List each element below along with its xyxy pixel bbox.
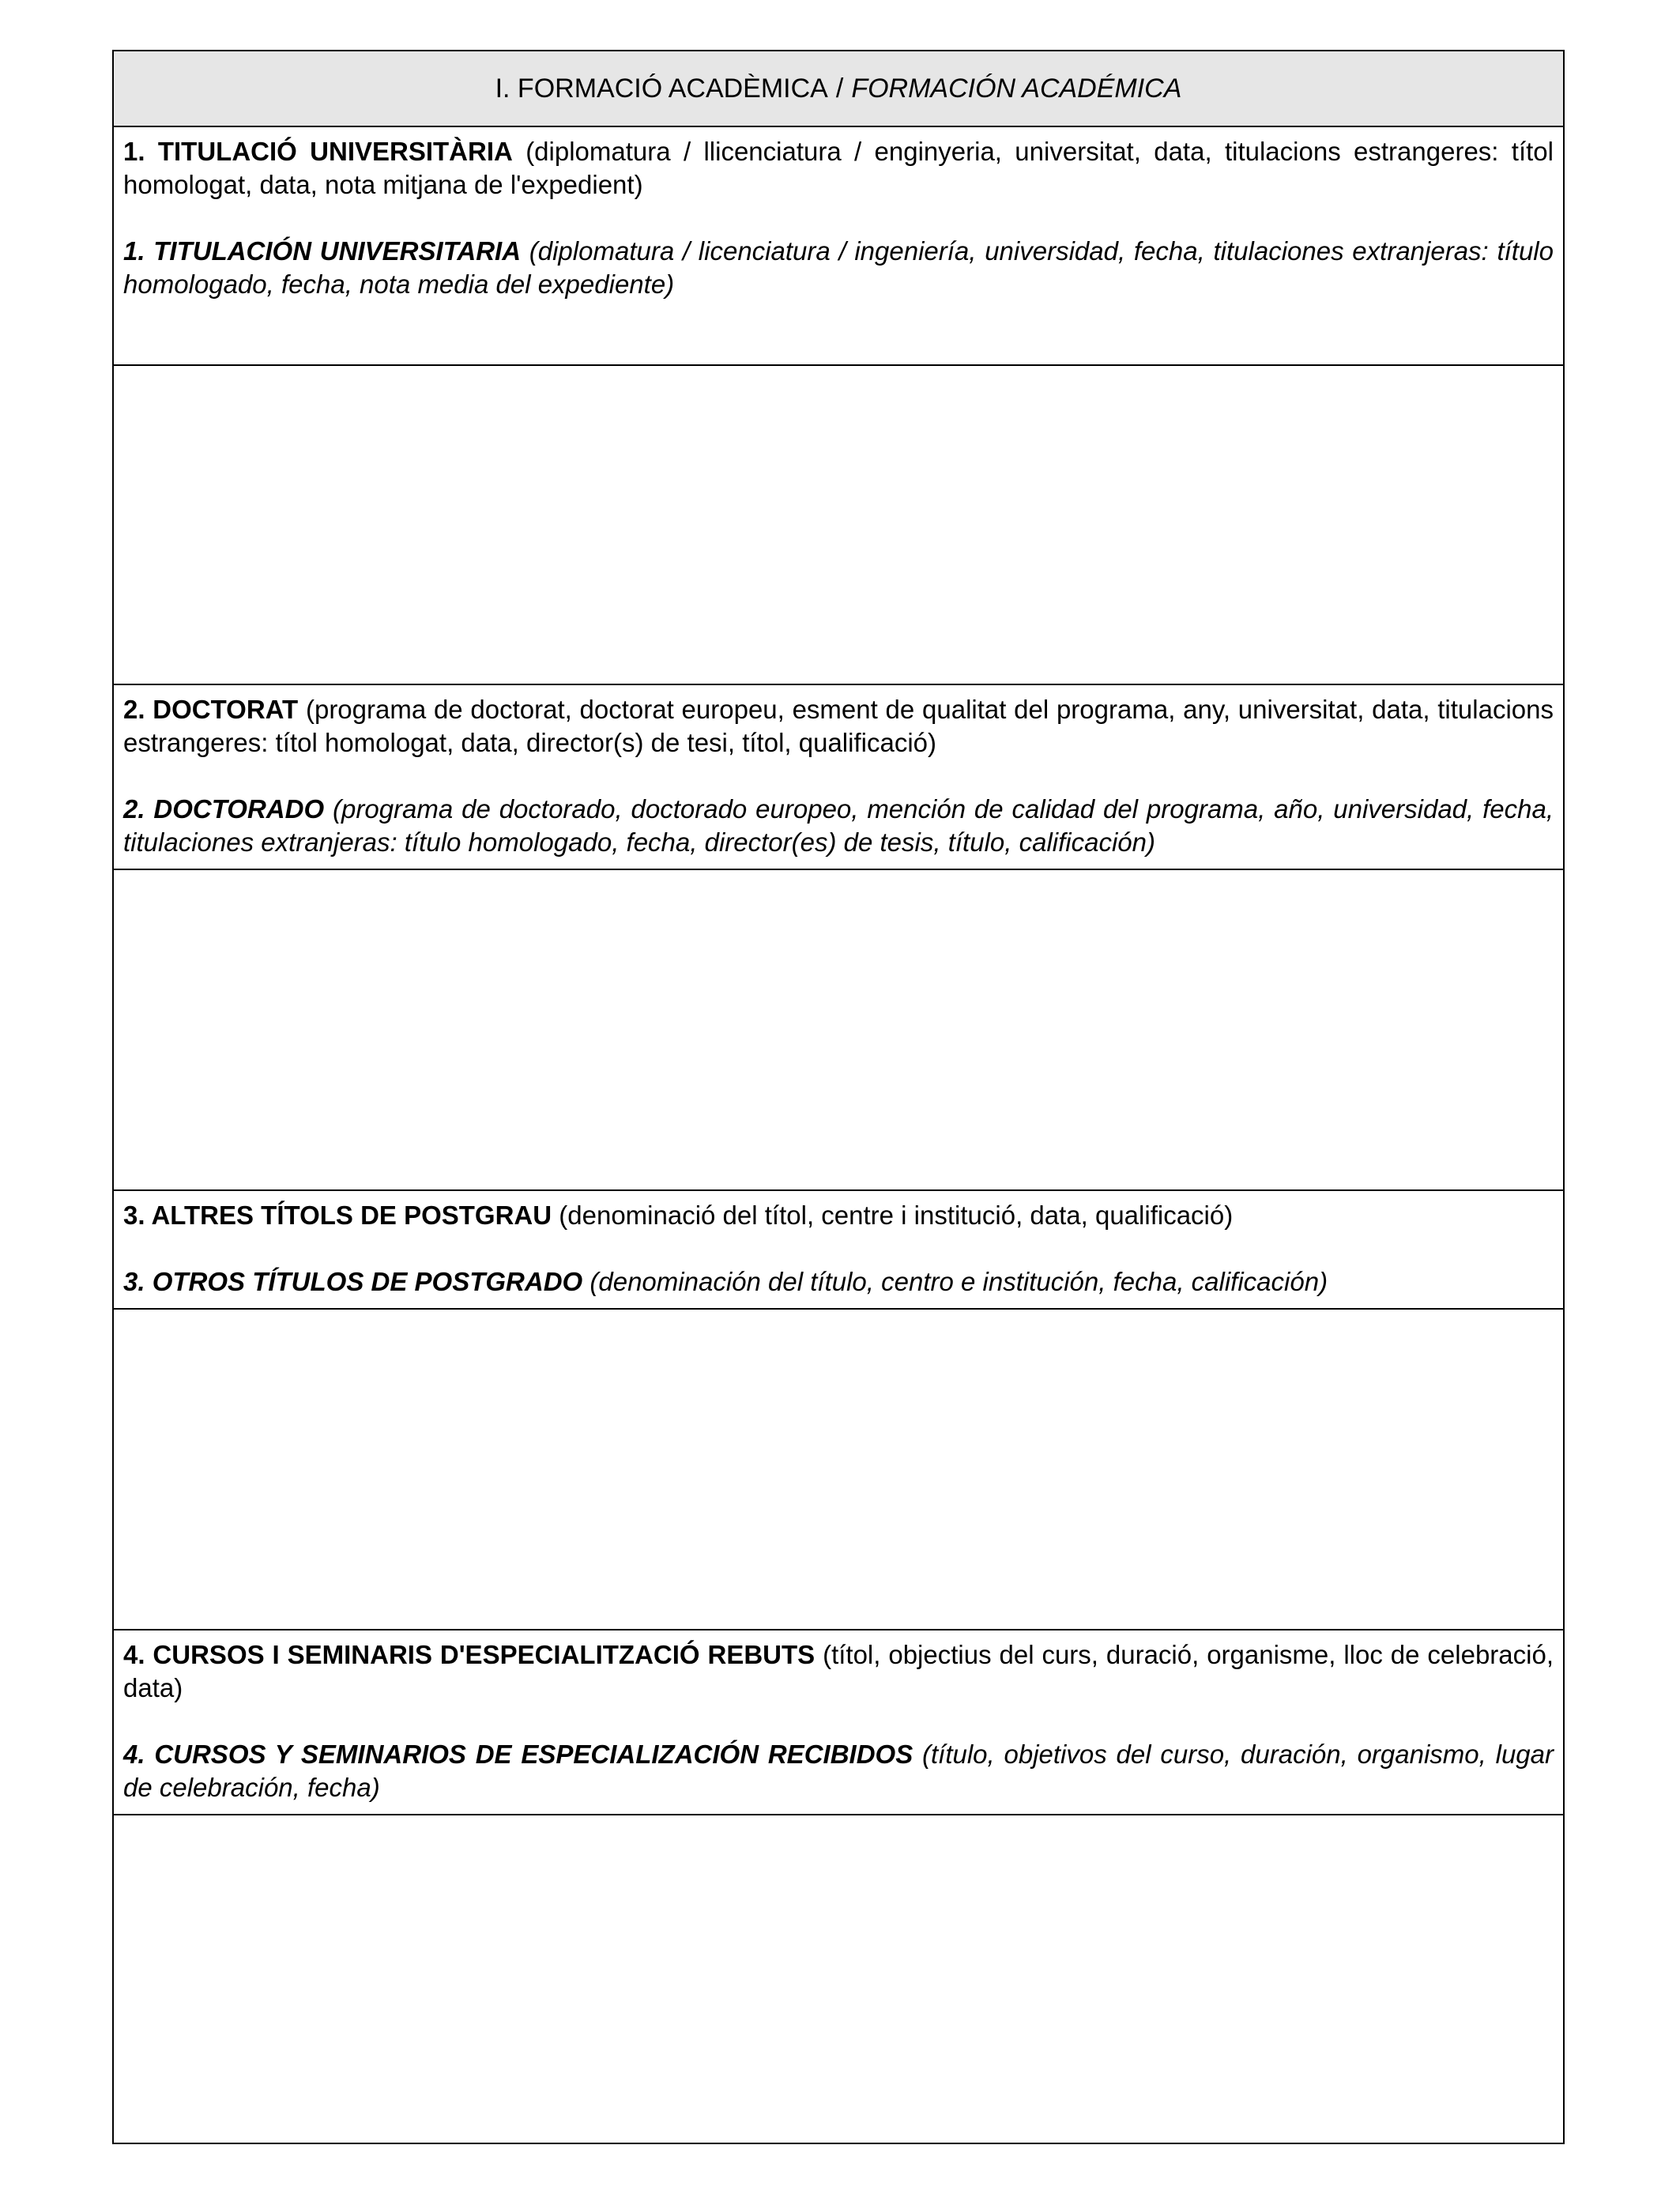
university-degree-title-spanish: 1. TITULACIÓN UNIVERSITARIA bbox=[123, 236, 522, 266]
specialization-courses-label bbox=[114, 1630, 1563, 1815]
doctorate-label bbox=[114, 685, 1563, 870]
university-degree-desc-catalan: (diplomatura / llicenciatura / enginyeria, universitat, data, titulacions estrangeres: títol homologat, data, nota mitjana de l'expedient) bbox=[123, 137, 1554, 199]
doctorate-title-catalan: 2. DOCTORAT bbox=[123, 695, 299, 724]
postgraduate-titles-title-spanish: 3. OTROS TÍTULOS DE POSTGRADO bbox=[123, 1267, 583, 1296]
university-degree-title-catalan: 1. TITULACIÓ UNIVERSITÀRIA bbox=[123, 137, 513, 166]
doctorate-label-catalan bbox=[123, 693, 1554, 760]
doctorate-desc-catalan: (programa de doctorat, doctorat europeu, esment de qualitat del programa, any, universitat, data, titulacions estrangeres: títol homologat, data, director(s) de tesi, títol, qualificació) bbox=[123, 695, 1554, 757]
header-title-catalan: I. FORMACIÓ ACADÈMICA bbox=[495, 73, 828, 104]
postgraduate-titles-label-catalan bbox=[123, 1199, 1554, 1232]
specialization-courses-title-spanish: 4. CURSOS Y SEMINARIOS DE ESPECIALIZACIÓN RECIBIDOS bbox=[123, 1740, 913, 1769]
doctorate-entry-field[interactable] bbox=[114, 870, 1563, 1191]
postgraduate-titles-title-catalan: 3. ALTRES TÍTOLS DE POSTGRAU bbox=[123, 1201, 552, 1230]
university-degree-label bbox=[114, 127, 1563, 366]
specialization-courses-title-catalan: 4. CURSOS I SEMINARIS D'ESPECIALITZACIÓ REBUTS bbox=[123, 1640, 816, 1669]
university-degree-label-spanish bbox=[123, 235, 1554, 301]
section-header bbox=[114, 51, 1563, 127]
university-degree-label-catalan bbox=[123, 135, 1554, 202]
postgraduate-titles-label bbox=[114, 1191, 1563, 1310]
specialization-courses-desc-spanish: (título, objetivos del curso, duración, organismo, lugar de celebración, fecha) bbox=[123, 1740, 1554, 1802]
postgraduate-titles-desc-spanish: (denominación del título, centro e institución, fecha, calificación) bbox=[582, 1267, 1328, 1296]
doctorate-desc-spanish: (programa de doctorado, doctorado europeo, mención de calidad del programa, año, universidad, fecha, titulaciones extranjeras: título homologado, fecha, director(es) de tesis, título, calificación) bbox=[123, 794, 1554, 857]
specialization-courses-entry-field[interactable] bbox=[114, 1815, 1563, 2143]
postgraduate-titles-label-spanish bbox=[123, 1265, 1554, 1299]
header-title-spanish: FORMACIÓN ACADÉMICA bbox=[851, 73, 1182, 104]
header-separator: / bbox=[835, 73, 844, 104]
doctorate-title-spanish: 2. DOCTORADO bbox=[123, 794, 325, 824]
university-degree-entry-field[interactable] bbox=[114, 366, 1563, 685]
academic-training-form bbox=[112, 50, 1565, 2144]
postgraduate-titles-desc-catalan: (denominació del títol, centre i institució, data, qualificació) bbox=[552, 1201, 1234, 1230]
postgraduate-titles-entry-field[interactable] bbox=[114, 1310, 1563, 1630]
university-degree-desc-spanish: (diplomatura / licenciatura / ingeniería, universidad, fecha, titulaciones extranjeras: título homologado, fecha, nota media del expediente) bbox=[123, 236, 1554, 299]
doctorate-label-spanish bbox=[123, 793, 1554, 859]
specialization-courses-desc-catalan: (títol, objectius del curs, duració, organisme, lloc de celebració, data) bbox=[123, 1640, 1554, 1702]
specialization-courses-label-catalan bbox=[123, 1638, 1554, 1705]
specialization-courses-label-spanish bbox=[123, 1738, 1554, 1804]
